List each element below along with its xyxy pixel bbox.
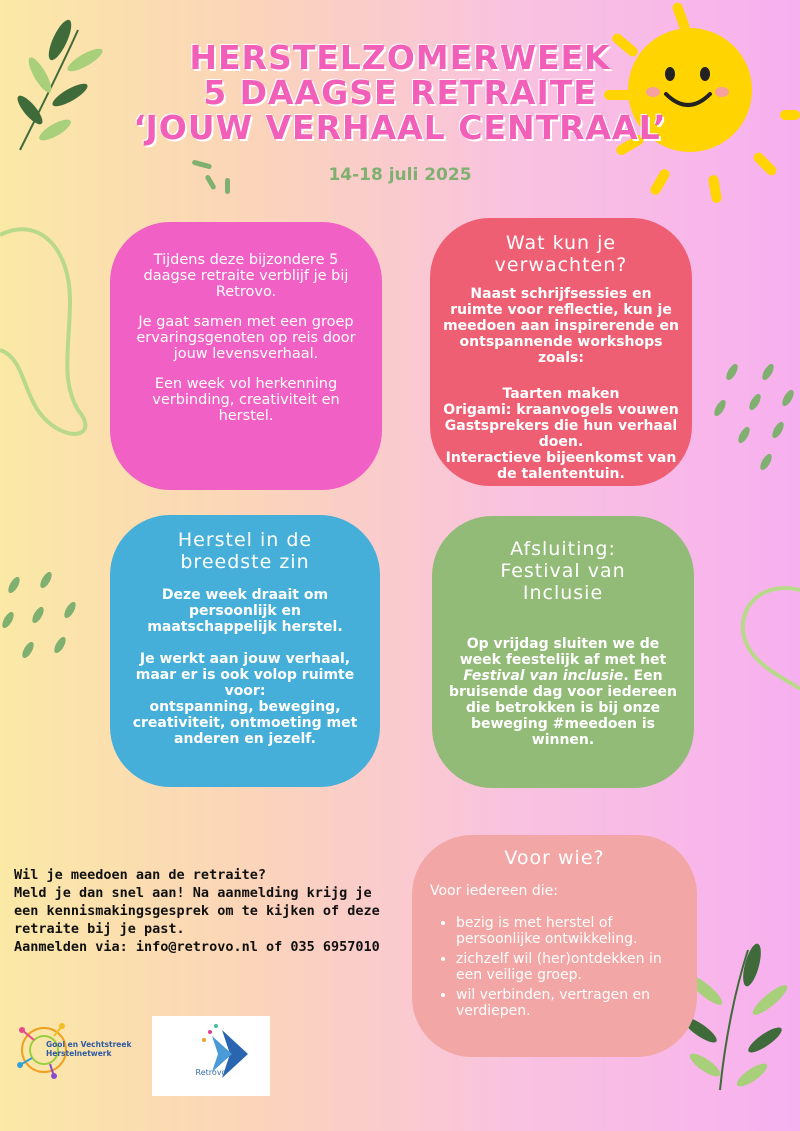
retrovo-name: Retrovo <box>195 1068 227 1077</box>
signup-question: Wil je meedoen aan de retraite? <box>14 867 266 883</box>
expect-list <box>442 386 680 482</box>
voorwie-title: Voor wie? <box>504 847 605 869</box>
signup-instructions: Meld je dan snel aan! Na aanmelding krijg je een kennismakingsgesprek om te kijken of deze retraite bij je past. <box>14 885 380 937</box>
dash-accent-left <box>0 570 78 660</box>
squiggle-shape-left <box>0 229 85 434</box>
herstelnetwerk-logo <box>14 1010 134 1090</box>
event-date: 14-18 juli 2025 <box>328 165 472 185</box>
list-item: Gastsprekers die hun verhaal doen. <box>444 418 678 450</box>
herstel-text-1: Deze week draait om persoonlijk en maatschappelijk herstel. <box>147 587 343 635</box>
expect-card <box>430 218 692 486</box>
expect-intro: Naast schrijfsessies en ruimte voor reflectie, kun je meedoen aan inspirerende en ontspannende workshops zoals: <box>443 286 679 366</box>
herstelnetwerk-name: Gool en Vechtstreek Herstelnetwerk <box>46 1040 132 1058</box>
intro-text-1: Tijdens deze bijzondere 5 daagse retraite verblijf je bij Retrovo. <box>143 252 349 300</box>
title-line-2: 5 DAAGSE RETRAITE <box>203 73 597 112</box>
afsluiting-text <box>444 636 682 748</box>
title-line-3: ‘JOUW VERHAAL CENTRAAL’ <box>133 108 667 147</box>
dash-accent-right <box>712 362 796 472</box>
herstel-title: Herstel in de breedste zin <box>177 529 313 573</box>
list-item: Interactieve bijeenkomst van de talententuin. <box>445 450 677 482</box>
afsluiting-card <box>432 516 694 788</box>
voorwie-list <box>430 915 679 1019</box>
voorwie-intro: Voor iedereen die: <box>430 883 558 899</box>
list-item: • wil verbinden, vertragen en verdiepen. <box>456 987 679 1019</box>
title-line-1: HERSTELZOMERWEEK <box>189 38 611 77</box>
retrovo-logo <box>152 1016 270 1096</box>
list-item: • zichzelf wil (her)ontdekken in een veilige groep. <box>456 951 679 983</box>
signup-contact[interactable]: Aanmelden via: info@retrovo.nl of 035 6957010 <box>14 939 380 955</box>
afsluiting-text-end: . Een bruisende dag voor iedereen die betrokken is bij onze beweging #meedoen is winnen. <box>448 668 678 748</box>
herstel-card <box>110 515 380 787</box>
voorwie-card <box>412 835 697 1057</box>
herstel-text-2: Je werkt aan jouw verhaal, maar er is ook volop ruimte voor: <box>135 651 355 699</box>
festival-name: Festival van inclusie <box>463 668 624 684</box>
list-item: Origami: kraanvogels vouwen <box>443 402 679 418</box>
expect-title: Wat kun je verwachten? <box>494 232 628 276</box>
list-item: Taarten maken <box>502 386 620 402</box>
retrovo-arrow-graphic <box>152 1016 270 1096</box>
squiggle-shape-right <box>743 588 800 690</box>
afsluiting-text-start: Op vrijdag sluiten we de week feestelijk af met het <box>459 636 667 668</box>
page-title <box>0 40 800 145</box>
intro-text-2: Je gaat samen met een groep ervaringsgenoten op reis door jouw levensverhaal. <box>136 314 356 362</box>
list-item: • bezig is met herstel of persoonlijke ontwikkeling. <box>456 915 679 947</box>
afsluiting-title: Afsluiting: Festival van Inclusie <box>500 538 626 604</box>
intro-card <box>110 222 382 490</box>
herstel-text-3: ontspanning, beweging, creativiteit, ontmoeting met anderen en jezelf. <box>132 699 358 747</box>
intro-text-3: Een week vol herkenning verbinding, creativiteit en herstel. <box>152 376 340 424</box>
signup-info <box>14 866 394 956</box>
